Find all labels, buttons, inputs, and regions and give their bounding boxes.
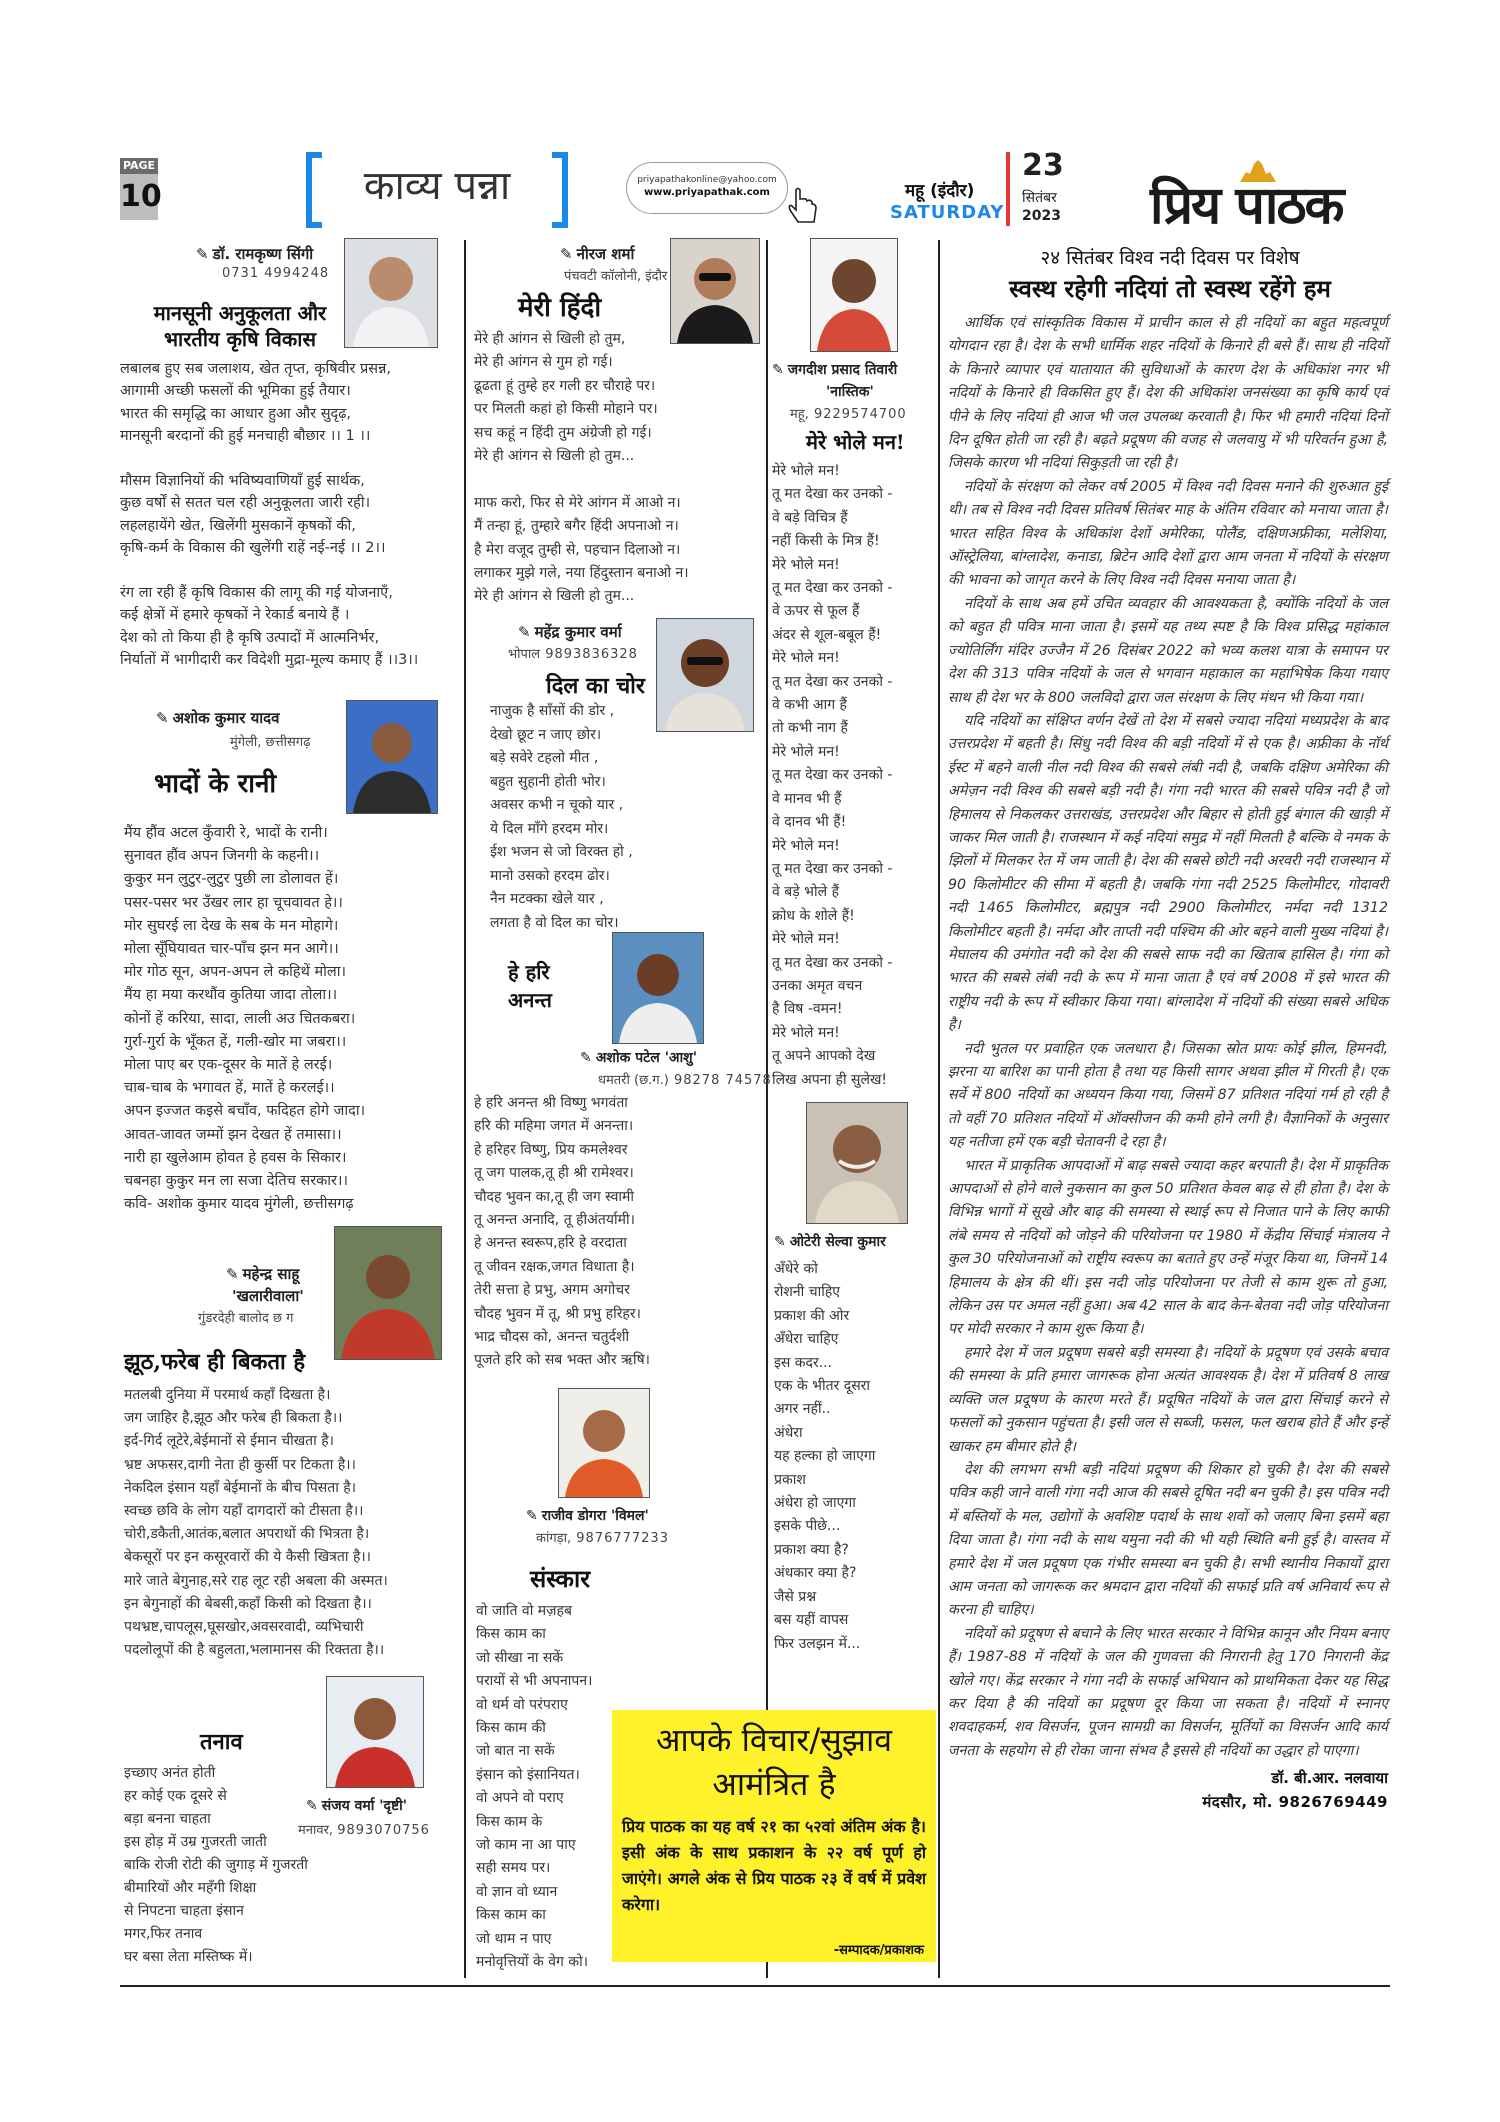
author-photo [334, 1226, 442, 1360]
poem-title: हे हरि अनन्त [508, 960, 552, 1012]
article-paragraph: भारत में प्राकृतिक आपदाओं में बाढ़ सबसे ज्यादा कहर बरपाती है। देश में प्राकृतिक आपदाओं से होने वाले नुकसान का कुल 50 प्रतिशत केवल बाढ़ से ही होता है। देश के विभिन्न भागों में सूखे और बाढ़ की समस्या से स्थाई रूप से निजात पाने के लिए काफी लंबे समय से नदियों को जोड़ने की परियोजना पर 1980 में केंद्रीय सिंचाई मंत्रालय ने कुल 30 परियोजनाओं को राष्ट्रीय स्वरूप का बताते हुए उन्हें मंजूर किया था, जिनमें 14 हिमालय के क्षेत्र की थीं। इस नदी जोड़ परियोजना पर तेजी से काम शुरू तो हुआ, लेकिन उस पर अमल नहीं हुआ। अब 42 साल के बाद केन-बेतवा नदी जोड़ परियोजना पर मोदी सरकार ने काम शुरू किया है। [948, 1157, 1388, 1338]
website: www.priyapathak.com [644, 187, 770, 198]
page-number: 10 [120, 174, 158, 220]
footer-rule [120, 1985, 1390, 1987]
article-headline: स्वस्थ रहेगी नदियां तो स्वस्थ रहेंगे हम [1009, 274, 1331, 303]
poem-place: मनावर, [298, 1823, 334, 1838]
poem-title: मानसूनी अनुकूलता और भारतीय कृषि विकास [153, 301, 327, 351]
poem-text: इच्छाए अनंत होती हर कोई एक दूसरे से बड़ा बनना चाहता इस होड़ में उम्र गुजरती जाती बाकि रोजी रोटी की जुगाड़ में गुजरती बीमारियों और महँगी शिक्षा से निपटना चाहता इंसान मगर,फिर तनाव घर बसा लेता मस्तिष्क में। [124, 1765, 308, 1965]
author-photo [656, 618, 754, 732]
poem-place-phone [598, 1070, 772, 1088]
author-photo [344, 238, 438, 348]
poem-title: तनाव [200, 1729, 243, 1755]
poem-title: भादों के रानी [154, 769, 277, 799]
poem-text: नाजुक है साँसों की डोर , देखो छूट न जाए छोर। बड़े सवेरे टहलो मीत , बहुत सुहानी होती भोर। अवसर कभी न चूको यार , ये दिल माँगे हरदम मोर। ईश भजन से जो विरक्त हो , मानो उसको हरदम ढोर। नैन मटक्का खेले यार , लगता है वो दिल का चोर। [490, 703, 633, 931]
poem-author: ✎ महेन्द्र साहू [226, 1265, 300, 1283]
right-bracket-icon [552, 152, 568, 228]
poem-author: ✎ महेंद्र कुमार वर्मा [518, 623, 622, 641]
article-paragraph: देश की लगभग सभी बड़ी नदियां प्रदूषण की शिकार हो चुकी है। देश की सबसे पवित्र कही जाने वाली गंगा नदी आज की सबसे दूषित नदी बन चुकी है। इस पवित्र नदी में बस्तियों के मल, उद्योगों के अवशिष्ट पदार्थ के साथ शवों को जलाए बिना इसमें बहा दिया जाता है। गंगा नदी के साथ यमुना नदी की भी यही स्थिति बनी हुई है। वास्तव में हमारे देश में जल प्रदूषण एक गंभीर समस्या बन चुकी है। सभी स्थानीय निकायों द्वारा आम जनता को जागरूक कर श्रमदान द्वारा नदियों की सफाई प्रति वर्ष अनिवार्य रूप से करना ही चाहिए। [948, 1461, 1388, 1619]
poem-text: वो जाति वो मज़हब किस काम का जो सीखा ना सकें परायों से भी अपनापन। वो धर्म वो परंपराए किस काम की जो बात ना सकें इंसान को इंसानियत। वो अपने वो पराए किस काम के जो काम ना आ पाए सही समय पर। वो ज्ञान वो ध्यान किस काम का जो थाम न पाए मनोवृत्तियों के वेग को। [476, 1603, 593, 1971]
date-month: सितंबर [1022, 190, 1057, 206]
pen-icon: ✎ [306, 1798, 318, 1814]
poem-author: ✎ ओटेरी सेल्वा कुमार [774, 1234, 886, 1250]
poem-place: गुंडरदेही बालोद छ ग [198, 1311, 294, 1326]
article-paragraph: हमारे देश में जल प्रदूषण सबसे बड़ी समस्या है। नदियों के प्रदूषण एवं उसके बचाव की समस्या के प्रति हमारा जागरूक होना अत्यंत आवश्यक है। देश में प्रतिवर्ष 8 लाख व्यक्ति जल प्रदूषण के कारण मरते हैं। प्रदूषित नदियों के जल द्वारा सिंचाई करने से फसलों को नुकसान पहुंचता है। इसी जल से सब्जी, फसल, फल खराब होते हैं और इन्हें खाकर हम बीमार होते है। [948, 1344, 1388, 1455]
poem-place: कांगड़ा, [536, 1531, 572, 1546]
poem-author: ✎ डॉ. रामकृष्ण सिंगी [196, 245, 314, 263]
article-author: डॉ. बी.आर. नलवाया [1271, 1769, 1388, 1788]
poem-phone: 9876777233 [576, 1531, 669, 1546]
poem-place: भोपाल [508, 647, 541, 662]
email: priyapathakonline@yahoo.com [637, 175, 777, 185]
pen-icon: ✎ [580, 1050, 592, 1066]
poem-place: धमतरी (छ.ग.) [598, 1073, 669, 1088]
poem-title: दिल का चोर [546, 673, 645, 699]
article-paragraph: यदि नदियों का संक्षिप्त वर्णन देखें तो देश में सबसे ज्यादा नदियां मध्यप्रदेश के बाद उत्तरप्रदेश में बहती है। सिंधु नदी विश्व की बड़ी नदियों में से एक है। अफ्रीका के नॉर्थ ईस्ट में बहने वाली नील नदी विश्व की सबसे लंबी नदी है, जबकि दक्षिण अमेरिका की अमेज़न नदी विश्व की सबसे बड़ी नदी है। गंगा नदी भारत की सबसे पवित्र नदी है जो हिमालय से निकलकर उत्तराखंड, उत्तरप्रदेश और बिहार से होती हुई बंगाल की खाड़ी में जाकर मिल जाती है। राजस्थान में कई नदियां समुद्र में नहीं मिलती है बल्कि वे नमक के झिलों में मिलकर रेत में जम जाती है। देश की सबसे छोटी नदी अरवरी नदी राजस्थान में 90 किलोमीटर की सीमा में बहती है। जबकि गंगा नदी 2525 किलोमीटर, गोदावरी नदी 1465 किलोमीटर, ब्रह्मपुत्र नदी 2900 किलोमीटर, नर्मदा नदी 1312 किलोमीटर बहती है। नर्मदा और ताप्ती नदी पश्चिम की ओर बहने वाली मुख्य नदियां है। मेघालय की उमंगोत नदी को देश की सबसे साफ नदी का खिताब हासिल है। गंगा को भारत की सबसे लंबी नदी के रूप में माना जाता है एवं वर्ष 2008 में इसे भारत की राष्ट्रीय नदी के रूप में स्वीकार किया गया। बांग्लादेश में नदियों की संख्या सबसे अधिक है। [948, 712, 1388, 1034]
pen-icon: ✎ [526, 1508, 538, 1524]
poem-alias: 'खलारीवाला' [232, 1287, 304, 1305]
poem-text: मैंय हौंव अटल कुँवारी रे, भादों के रानी। सुनावत हौंव अपन जिनगी के कहनी।। कुकुर मन लुटुर-लुटुर पुछी ला डोलावत हें। पसर-पसर भर उँखर लार हा चूचवावत हे।। मोर सुघरई ला देख के सब के मन मोहागे। मोला सूँघियावत चार-पाँच झन मन आगे।। मोर गोठ सून, अपन-अपन ले कहिथें मोला। मैंय हा मया करथौंव कुतिया जादा तोला।। कोनों हें करिया, सादा, लाली अउ चितकबरा। गुर्रा-गुर्रा के भूँकत हें, गली-खोर मा जबरा।। मोला पाए बर एक-दूसर के मातें हे लरई। चाब-चाब के भगावत हें, मातें हे करलई।। अपन इज्जत कइसे बचाँव, फदिहत होगे जादा। आवत-जावत जम्मों झन देखत हें तमासा।। नारी हा खुलेआम होवत हे हवस के सिकार। चबनहा कुकुर मन ला सजा देतिच सरकार।। कवि- अशोक कुमार यादव मुंगेली, छत्तीसगढ़ [124, 825, 366, 1213]
poem-phone: 9893836328 [545, 647, 638, 662]
left-bracket-icon [306, 152, 322, 228]
poem-author: ✎ संजय वर्मा 'दृष्टी' [306, 1798, 408, 1814]
section-header [306, 152, 568, 222]
poem-title: झूठ,फरेब ही बिकता है [124, 1349, 306, 1375]
notice-title: आपके विचार/सुझाव आमंत्रित है [655, 1721, 893, 1803]
notice-box [612, 1710, 936, 1962]
city: महू (इंदौर) [905, 181, 975, 201]
author-photo [346, 700, 438, 814]
pen-icon: ✎ [560, 245, 573, 263]
pen-icon: ✎ [518, 623, 531, 641]
poem-title: संस्कार [530, 1564, 591, 1593]
poem-author: ✎ अशोक कुमार यादव [156, 709, 280, 727]
poem-place-phone [508, 644, 638, 662]
article-paragraph: नदी भुतल पर प्रवाहित एक जलधारा है। जिसका स्रोत प्रायः कोई झील, हिमनदी, झरना या बारिश का पानी होता है तथा यह किसी सागर अथवा झील में गिरती है। एक सर्वे में 800 नदियों का अध्ययन किया गया, जिसमें 87 प्रतिशत नदियां गर्म हो रही है तो वहीं 70 प्रतिशत नदियों में ऑक्सीजन की कमी होने लगी है। वैज्ञानिकों के अनुसार यह नतीजा हमें एक बड़ी चेतावनी दे रहा है। [948, 1040, 1388, 1151]
date-year: 2023 [1022, 208, 1061, 224]
poem-place-phone [790, 404, 907, 422]
weekday: SATURDAY [890, 202, 1005, 223]
author-photo [558, 1388, 650, 1498]
contact-badge [626, 162, 788, 214]
poem-author: ✎ जगदीश प्रसाद तिवारी [772, 362, 898, 378]
pen-icon: ✎ [774, 1234, 786, 1250]
poem-text: लबालब हुए सब जलाशय, खेत तृप्त, कृषिवीर प्रसन्न, आगामी अच्छी फसलों की भूमिका हुई तैयार। भारत की समृद्धि का आधार हुआ और सुदृढ़, मानसूनी बरदानों की हुई मनचाही बौछार ।। 1 ।। मौसम विज्ञानियों की भविष्यवाणियाँ हुई सार्थक, कुछ वर्षों से सतत चल रही अनुकूलता जारी रही। लहलहायेंगे खेत, खिलेंगी मुसकानें कृषकों की, कृषि-कर्म के विकास की खुलेंगी राहें नई-नई ।। 2।। रंग ला रही हैं कृषि विकास की लागू की गई योजनाएँ, कई क्षेत्रों में हमारे कृषकों ने रेकार्ड बनाये हैं । देश को तो किया ही है कृषि उत्पादों में आत्मनिर्भर, निर्यातों में भागीदारी कर विदेशी मुद्रा-मूल्य कमाए हैं ।।3।। [120, 361, 419, 669]
poem-phone: 0731 4994248 [222, 266, 330, 281]
poem-author: ✎ अशोक पटेल 'आशु' [580, 1050, 697, 1066]
poem-place: पंचवटी कॉलोनी, इंदौर [564, 269, 668, 284]
poem-text: हे हरि अनन्त श्री विष्णु भगवंता हरि की महिमा जगत में अनन्ता। हे हरिहर विष्णु, प्रिय कमलेश्वर तू जग पालक,तू ही श्री रामेश्वर। चौदह भुवन का,तू ही जग स्वामी तू अनन्त अनादि, तू हीअंतर्यामी। हे अनन्त स्वरूप,हरि हे वरदाता तू जीवन रक्षक,जगत विधाता है। तेरी सत्ता हे प्रभु, अगम अगोचर चौदह भुवन में तू, श्री प्रभु हरिहर। भाद्र चौदस को, अनन्त चतुर्दशी पूजते हरि को सब भक्त और ऋषि। [474, 1095, 650, 1369]
article-body [948, 312, 1388, 1814]
poem-author: ✎ नीरज शर्मा [560, 245, 635, 263]
article-kicker: २४ सितंबर विश्व नदी दिवस पर विशेष [1040, 247, 1300, 269]
hand-pointer-icon [786, 186, 822, 226]
notice-text: प्रिय पाठक का यह वर्ष २१ का ५२वां अंतिम अंक है।इसी अंक के साथ प्रकाशन के २२ वर्ष पूर्ण हो जाएंगे। अगले अंक से प्रिय पाठक २३ वें वर्ष में प्रवेश करेगा। [622, 1817, 926, 1914]
author-photo [806, 1102, 908, 1224]
page-number-box [120, 158, 162, 222]
poem-alias: 'नास्तिक' [826, 384, 874, 400]
date-divider [1006, 152, 1010, 226]
poem-place: महू, [790, 407, 809, 422]
column-divider-3 [938, 240, 940, 1978]
article-place: मंदसौर, मो. 9826769449 [1202, 1792, 1388, 1811]
masthead-logo [1150, 160, 1390, 236]
date-day: 23 [1022, 148, 1064, 183]
pen-icon: ✎ [196, 245, 209, 263]
masthead: प्रिय पाठक [1150, 175, 1343, 236]
author-photo [612, 932, 704, 1044]
article-paragraph: नदियों के संरक्षण को लेकर वर्ष 2005 में विश्व नदी दिवस मनाने की शुरुआत हुई थी। तब से विश्व नदी दिवस प्रतिवर्ष सितंबर माह के अंतिम रविवार को मनाया जाता है। भारत सहित विश्व के अधिकांश देशों अमेरिका, पोलैंड, दक्षिणअफ्रीका, मलेशिया, ऑस्ट्रेलिया, बांग्लादेश, कनाडा, ब्रिटेन आदि देशों द्वारा आम जनता में नदियों के संरक्षण की भावना को जागृत करने के लिए विश्व नदी दिवस मनाया जाता है। [948, 478, 1388, 589]
article-paragraph: आर्थिक एवं सांस्कृतिक विकास में प्राचीन काल से ही नदियों का बहुत महत्वपूर्ण योगदान रहा है। देश के सभी धार्मिक शहर नदियों के किनारे ही बसे हैं। साथ ही नदियों के किनारे व्यापार एवं यातायात की सुविधाओं के कारण देश के अधिकांश नगर भी नदियों के किनारे ही विकसित हुए हैं। देश की अधिकांश जनसंख्या का कृषि कार्य एवं पीने के लिए नदियां ही आज भी जल उपलब्ध करवाती है। फिर भी हमारी नदियां दिनों दिन दूषित होती जा रही है। बढ़ते प्रदूषण की वजह से जलवायु में भी परिवर्तन हुआ है, जिसके कारण भी नदियां सिकुड़ती जा रही है। [948, 315, 1388, 472]
pen-icon: ✎ [156, 709, 169, 727]
author-photo [810, 238, 898, 352]
notice-sign: -सम्पादक/प्रकाशक [833, 1943, 924, 1958]
poem-text: मतलबी दुनिया में परमार्थ कहाँ दिखता है। जग जाहिर है,झूठ और फरेब ही बिकता है।। इर्द-गिर्द लूटेरे,बेईमानों से ईमान चीखता है। भ्रष्ट अफसर,दागी नेता ही कुर्सी पर टिकता है।। नेकदिल इंसान यहाँ बेईमानों के बीच पिसता है। स्वच्छ छवि के लोग यहाँ दागदारों को टीसता है।। चोरी,डकैती,आतंक,बलात अपराधों की भित्रता है। बेकसूरों पर इन कसूरवारों की ये कैसी खित्रता है।। मारे जाते बेगुनाह,सरे राह लूट रही अबला की अस्मत। इन बेगुनाहों की बेबसी,कहाँ किसी को दिखता है।। पथभ्रष्ट,चापलूस,घूसखोर,अवसरवादी, व्यभिचारी पदलोलूपों की है बहुलता,भलामानस की रिक्तता है।। [124, 1387, 388, 1659]
poem-text: अँधेरे को रोशनी चाहिए प्रकाश की ओर अँधेरा चाहिए इस कदर... एक के भीतर दूसरा अगर नहीं.. अंधेरा यह हल्का हो जाएगा प्रकाश अंधेरा हो जाएगा इसके पीछे... प्रकाश क्या है? अंधकार क्या है? जैसे प्रश्न बस यहीं वापस फिर उलझन में... [774, 1261, 876, 1652]
poem-text: मेरे भोले मन! तू मत देखा कर उनको - वे बड़े विचित्र हैं नहीं किसी के मित्र हैं! मेरे भोले मन! तू मत देखा कर उनको - वे ऊपर से फूल हैं अंदर से शूल-बबूल हैं! मेरे भोले मन! तू मत देखा कर उनको - वे कभी आग हैं तो कभी नाग हैं मेरे भोले मन! तू मत देखा कर उनको - वे मानव भी हैं वे दानव भी हैं! मेरे भोले मन! तू मत देखा कर उनको - वे बड़े भोले हैं क्रोध के शोले हैं! मेरे भोले मन! तू मत देखा कर उनको - उनका अमृत वचन है विष -वमन! मेरे भोले मन! तू अपने आपको देख लिख अपना ही सुलेख! [772, 463, 893, 1088]
poem-phone: 9229574700 [813, 407, 907, 422]
poem-title: मेरी हिंदी [518, 293, 602, 323]
poem-text: मेरे ही आंगन से खिली हो तुम, मेरे ही आंगन से गुम हो गई। ढूढता हूं तुम्हे हर गली हर चौराहे पर। पर मिलती कहां हो किसी मोहाने पर। सच कहूं न हिंदी तुम अंग्रेजी हो गई। मेरे ही आंगन से खिली हो तुम... माफ करो, फिर से मेरे आंगन में आओ न। मैं तन्हा हूं, तुम्हारे बगैर हिंदी अपनाओ न। है मेरा वजूद तुम्ही से, पहचान दिलाओ न। लगाकर मुझे गले, नया हिंदुस्तान बनाओ न। मेरे ही आंगन से खिली हो तुम... [474, 331, 689, 605]
poem-author: ✎ राजीव डोगरा 'विमल' [526, 1508, 649, 1524]
poem-title: मेरे भोले मन! [806, 430, 905, 454]
article-paragraph: नदियों के साथ अब हमें उचित व्यवहार की आवश्यकता है, क्योंकि नदियों के जल को बहुत ही पवित्र माना जाता है। इसमें यह तथ्य स्पष्ट है कि विश्व प्रसिद्ध महांकाल ज्योतिर्लिंग मंदिर उज्जैन में 26 दिसंबर 2022 को भव्य कलश यात्रा के समापन पर देश की 313 पवित्र नदियों के जल से भगवान महाकाल का महाभिषेक किया गयाए साथ ही देश भर के 800 जलविदो द्वारा जल संरक्षण के लिए मंथन भी किया गया। [948, 595, 1388, 706]
column-divider-1 [464, 240, 466, 1978]
page-label: PAGE [120, 158, 158, 174]
pen-icon: ✎ [226, 1265, 239, 1283]
section-title: काव्य पन्ना [363, 163, 511, 209]
poem-place: मुंगेली, छत्तीसगढ़ [230, 735, 311, 750]
poem-phone: 98278 74578 [673, 1073, 772, 1088]
poem-phone: 9893070756 [337, 1823, 430, 1838]
pen-icon: ✎ [772, 362, 784, 378]
poem-place-phone [536, 1528, 669, 1546]
article-paragraph: नदियों को प्रदूषण से बचाने के लिए भारत सरकार ने विभिन्न कानून और नियम बनाए हैं। 1987-88 में नदियों के जल की गुणवत्ता की निगरानी हेतु 170 निगरानी केंद्र खोले गए। केंद्र सरकार ने गंगा नदी के सफाई अभियान को प्राथमिकता देकर यह सिद्ध कर दिया है की नदियों का प्रदूषण दूर किया जा सकता है। नदियों में स्नानए शवदाहकर्म, शव विसर्जन, पूजन सामग्री का विसर्जन, मूर्तियों का विसर्जन आदि कार्य जनता के सहयोग से ही रोका जाना संभव है इससे ही नदियों का उद्धार हो पाएगा। [948, 1625, 1388, 1759]
